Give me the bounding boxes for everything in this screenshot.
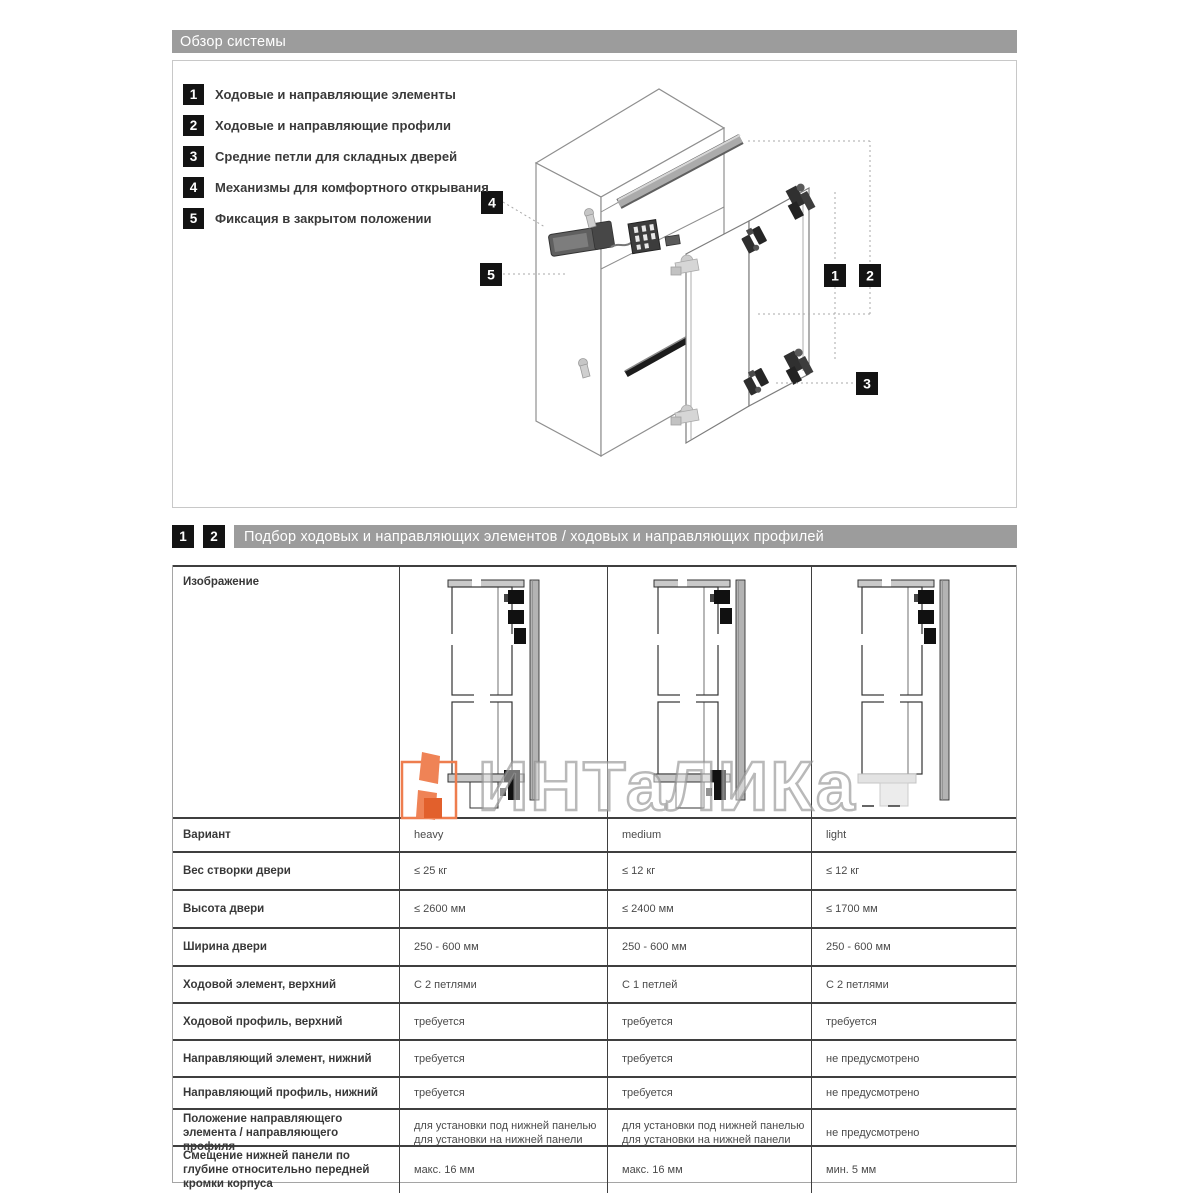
tag-1: 1 bbox=[831, 267, 839, 284]
row-label: Ширина двери bbox=[173, 929, 400, 965]
spec-cell-line: для установки на нижней панели bbox=[414, 1134, 583, 1146]
variant-image-medium bbox=[608, 567, 812, 817]
row-label: Направляющий элемент, нижний bbox=[173, 1041, 400, 1076]
spec-cell: требуется bbox=[608, 1078, 812, 1108]
spec-cell: требуется bbox=[400, 1004, 608, 1039]
legend-label: Ходовые и направляющие профили bbox=[215, 118, 452, 133]
spec-cell: light bbox=[826, 829, 847, 841]
selection-title: Подбор ходовых и направляющих элементов / ходовых и направляющих профилей bbox=[244, 528, 824, 545]
legend-num-icon: 3 bbox=[183, 146, 204, 167]
mechanism-plate bbox=[628, 220, 660, 254]
spec-cell: требуется bbox=[400, 1041, 608, 1076]
spec-cell-line: для установки под нижней панелью bbox=[622, 1120, 805, 1132]
table-row bbox=[173, 1002, 1016, 1039]
table-row bbox=[173, 817, 1016, 851]
row-label: Высота двери bbox=[173, 891, 400, 927]
table-row-image bbox=[173, 565, 1016, 817]
selection-header-graybar bbox=[234, 525, 1017, 548]
spec-cell: ≤ 1700 мм bbox=[826, 903, 878, 915]
spec-cell: не предусмотрено bbox=[826, 1127, 920, 1139]
spec-cell: ≤ 2600 мм bbox=[400, 891, 608, 927]
table-row bbox=[173, 1076, 1016, 1108]
row-label: Направляющий профиль, нижний bbox=[173, 1078, 400, 1108]
watermark-text: ИНТаЛИКа bbox=[478, 747, 857, 825]
spec-cell: не предусмотрено bbox=[826, 1087, 920, 1099]
spec-cell: требуется bbox=[400, 1078, 608, 1108]
row-label: Смещение нижней панели по глубине относительно передней кромки корпуса bbox=[173, 1147, 400, 1193]
spec-cell: не предусмотрено bbox=[826, 1052, 920, 1065]
spec-cell: 250 - 600 мм bbox=[826, 941, 891, 953]
spec-cell: ≤ 12 кг bbox=[826, 865, 860, 877]
spec-cell: С 1 петлей bbox=[608, 967, 812, 1002]
row-label-image: Изображение bbox=[173, 567, 400, 817]
selection-badge-1: 1 bbox=[172, 525, 194, 548]
legend-num-icon: 2 bbox=[183, 115, 204, 136]
row-label: Положение направляющего элемента / направляющего профиля bbox=[173, 1110, 400, 1156]
variant-image-light bbox=[812, 567, 1016, 817]
legend-item-2 bbox=[183, 115, 489, 136]
table-row bbox=[173, 1108, 1016, 1153]
row-label: Вес створки двери bbox=[173, 853, 400, 889]
table-row bbox=[173, 965, 1016, 1002]
tag-4: 4 bbox=[488, 194, 496, 211]
spec-cell: С 2 петлями bbox=[826, 978, 889, 991]
spec-cell: требуется bbox=[608, 1004, 812, 1039]
table-row bbox=[173, 927, 1016, 965]
legend-label: Средние петли для складных дверей bbox=[215, 149, 458, 164]
spec-cell: С 2 петлями bbox=[400, 967, 608, 1002]
legend bbox=[183, 84, 489, 239]
variant-diagram-heavy bbox=[444, 578, 564, 813]
spec-cell: ≤ 2400 мм bbox=[608, 891, 812, 927]
tag-3: 3 bbox=[863, 375, 871, 392]
legend-item-4 bbox=[183, 177, 489, 198]
table-row bbox=[173, 1145, 1016, 1190]
spec-cell: макс. 16 мм bbox=[400, 1147, 608, 1193]
selection-header-bar bbox=[172, 525, 1017, 548]
spec-cell: мин. 5 мм bbox=[826, 1164, 877, 1176]
spec-cell-line: для установки на нижней панели bbox=[622, 1134, 791, 1146]
spec-cell: medium bbox=[608, 819, 812, 851]
overview-header-bar bbox=[172, 30, 1017, 53]
legend-item-1 bbox=[183, 84, 489, 105]
spec-cell: ≤ 25 кг bbox=[400, 853, 608, 889]
row-label: Ходовой элемент, верхний bbox=[173, 967, 400, 1002]
legend-item-5 bbox=[183, 208, 489, 229]
legend-num-icon: 1 bbox=[183, 84, 204, 105]
spec-cell-line: для установки под нижней панелью bbox=[414, 1120, 597, 1132]
table-row bbox=[173, 1039, 1016, 1076]
spec-cell: требуется bbox=[826, 1015, 877, 1028]
mechanism-adapter bbox=[665, 235, 680, 246]
legend-label: Фиксация в закрытом положении bbox=[215, 211, 432, 226]
spec-table bbox=[172, 565, 1017, 1190]
spec-cell: 250 - 600 мм bbox=[400, 929, 608, 965]
table-row bbox=[173, 851, 1016, 889]
tag-2: 2 bbox=[866, 267, 874, 284]
overview-title: Обзор системы bbox=[180, 33, 287, 50]
selection-badge-2: 2 bbox=[203, 525, 225, 548]
legend-label: Ходовые и направляющие элементы bbox=[215, 87, 456, 102]
row-label: Вариант bbox=[173, 819, 400, 851]
legend-label: Механизмы для комфортного открывания bbox=[215, 180, 489, 195]
spec-cell: 250 - 600 мм bbox=[608, 929, 812, 965]
legend-num-icon: 5 bbox=[183, 208, 204, 229]
spec-cell: требуется bbox=[608, 1041, 812, 1076]
spec-cell: heavy bbox=[400, 819, 608, 851]
overview-box bbox=[172, 60, 1017, 508]
row-label: Ходовой профиль, верхний bbox=[173, 1004, 400, 1039]
tag-5: 5 bbox=[487, 266, 495, 283]
spec-cell: ≤ 12 кг bbox=[608, 853, 812, 889]
spec-cell: макс. 16 мм bbox=[608, 1147, 812, 1193]
legend-item-3 bbox=[183, 146, 489, 167]
table-row bbox=[173, 889, 1016, 927]
variant-image-heavy bbox=[400, 567, 608, 817]
variant-diagram-light bbox=[854, 578, 974, 813]
variant-diagram-medium bbox=[650, 578, 770, 813]
legend-num-icon: 4 bbox=[183, 177, 204, 198]
